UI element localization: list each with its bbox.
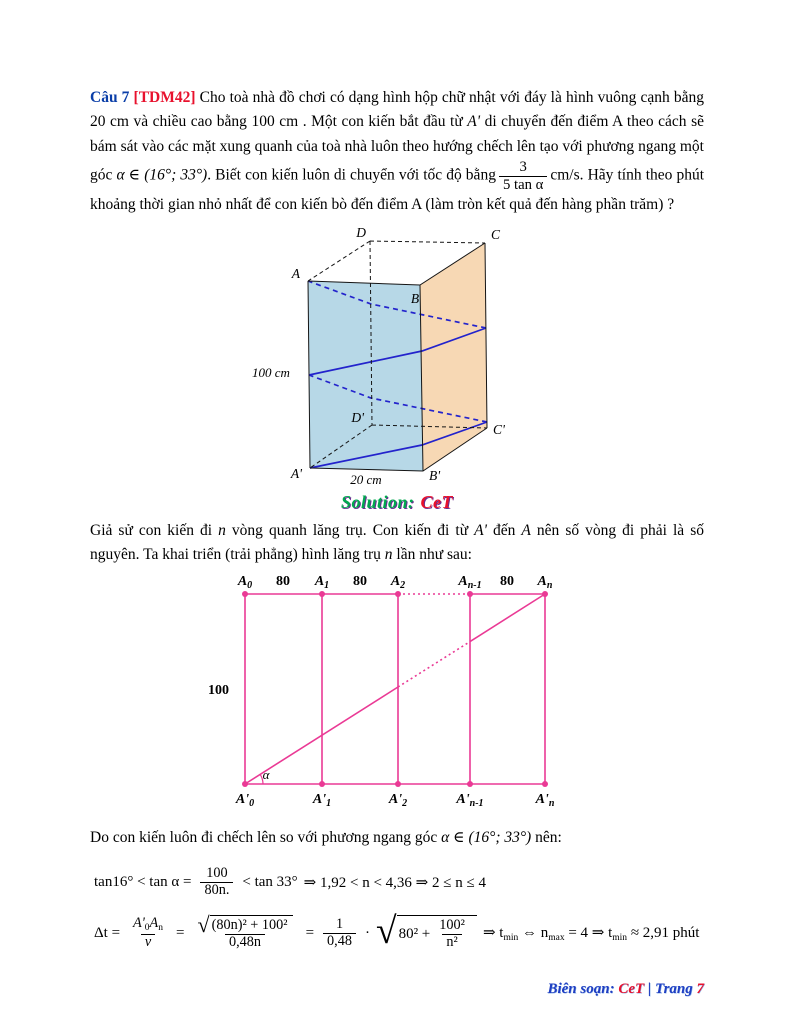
angle-text-2: nên:: [531, 828, 562, 846]
height-dimension-label: 100 cm: [252, 364, 290, 380]
figure-rectangular-box: [248, 226, 588, 490]
net-label-an-prime: $A'_n$: [535, 791, 555, 809]
var-n: n: [218, 521, 226, 539]
footer-compiled-by: Biên soạn:: [547, 981, 619, 997]
var-an: A: [149, 914, 159, 931]
eq2-tail-3-sub: min: [612, 933, 628, 944]
vertex-label-b-prime: B': [429, 467, 441, 483]
eq2-coefficient-numerator: 1: [335, 915, 344, 932]
var-v: v: [144, 933, 152, 950]
solution-heading: [90, 492, 704, 513]
eq2-lhs: Δt =: [94, 924, 121, 941]
problem-paragraph: [90, 86, 704, 218]
eq2-times-dot: ·: [364, 924, 370, 941]
eq1-rhs: ⇒ 1,92 < n < 4,36 ⇒ 2 ≤ n ≤ 4: [303, 875, 486, 892]
page-footer: [547, 981, 704, 998]
var-a0-prime-sub: 0: [144, 922, 150, 933]
eq1-lhs: tan16° < tan α =: [94, 874, 192, 891]
eq2-tail-1-sub: min: [503, 933, 519, 944]
eq2-distance-fraction: [129, 916, 167, 951]
var-alpha-range: α ∈ (16°; 33°): [116, 167, 208, 184]
assumption-text-5: lần như sau:: [392, 546, 472, 564]
net-label-an-1: $A_{n-1}$: [458, 573, 482, 591]
angle-text-1: Do con kiến luôn đi chếch lên so với phương ngang góc: [90, 828, 442, 846]
eq2-coefficient-denominator: 0,48: [323, 933, 356, 950]
net-label-a1: $A_1$: [314, 573, 330, 591]
net-lines: [245, 594, 545, 784]
vertex-label-b: B: [410, 290, 420, 306]
eq1-fraction: [200, 866, 233, 899]
net-length-80-3: 80: [500, 573, 514, 589]
solution-word: Solution:: [340, 491, 415, 512]
radicand-fraction: [435, 918, 469, 951]
vertex-label-c: C: [491, 226, 501, 242]
net-label-a2-prime: $A'_2$: [388, 791, 408, 809]
radicand-simplified: [397, 915, 477, 951]
net-label-a1-prime: $A'_1$: [312, 791, 332, 809]
net-length-80-1: 80: [276, 573, 290, 589]
net-diagonal-dotted: [398, 641, 470, 686]
eq2-equals-2: =: [305, 924, 315, 941]
problem-text-1: Cho toà nhà đồ chơi có dạng hình hộp chữ nhật với đáy là hình vuông cạnh bằng 20 cm và chiều cao bằng 100 cm . Một con kiến bắt đầu từ: [90, 89, 704, 131]
footer-page-word: | Trang: [644, 981, 697, 997]
figure-unrolled-prism: [202, 572, 582, 812]
radical-symbol: √: [197, 912, 210, 938]
eq2-tail-4: ≈ 2,91 phút: [627, 925, 700, 942]
footer-page-number: 7: [696, 981, 704, 997]
eq2-tail-1: ⇒ t: [482, 925, 504, 942]
eq2-tail-2-sub: max: [548, 933, 565, 944]
eq2-sqrt-numerator: [193, 912, 296, 938]
eq2-tail-2: ⇔ n: [518, 925, 549, 942]
eq1-fraction-numerator: 100: [206, 865, 228, 882]
vertex-label-a: A: [291, 265, 300, 281]
eq1-mid: < tan 33°: [242, 874, 298, 891]
radicand-pre: 80² +: [398, 926, 431, 943]
eq2-equals-1: =: [176, 924, 185, 941]
net-label-a0-prime: $A'_0$: [235, 791, 255, 809]
eq2-coefficient-fraction: [323, 917, 356, 950]
problem-text-4: cm/s. Hãy tính theo phút khoảng thời gian nhỏ nhất để con kiến bò đến điểm A (làm tròn kết quả đến hàng phần trăm) ?: [90, 167, 705, 214]
footer-author: CeT: [618, 981, 645, 997]
assumption-paragraph: [90, 519, 704, 568]
speed-fraction-numerator: 3: [519, 159, 527, 176]
radicand-distance: (80n)² + 100²: [210, 915, 293, 934]
assumption-text-3: đến: [486, 521, 522, 539]
var-n-2: n: [384, 546, 393, 564]
var-a-prime-2: A': [474, 521, 487, 539]
var-an-sub: n: [158, 922, 164, 933]
eq2-distance-denominator: [141, 934, 155, 951]
net-length-80-2: 80: [353, 573, 367, 589]
assumption-text-4: nên số vòng đi phải là số nguyên. Ta khai triển (trải phẳng) hình lăng trụ: [90, 521, 704, 564]
vertex-label-c-prime: C': [493, 421, 505, 437]
problem-tag: [TDM42]: [133, 89, 196, 106]
box-front-face: [308, 281, 423, 471]
sqrt-distance: [197, 912, 292, 938]
net-label-an-1-prime: $A'_{n-1}$: [456, 791, 484, 809]
angle-alpha-label: α: [262, 766, 270, 782]
net-label-a2: $A_2$: [390, 573, 406, 591]
speed-fraction: [499, 159, 547, 193]
net-height-label: 100: [208, 682, 229, 698]
eq2-sqrt-fraction: [193, 912, 296, 951]
problem-number: Câu 7: [90, 89, 130, 106]
net-label-a0: $A_0$: [237, 573, 253, 591]
var-alpha-range-2: α ∈ (16°; 33°): [441, 828, 532, 846]
eq2-distance-numerator: [129, 916, 167, 934]
eq1-fraction-denominator: 80n.: [200, 882, 233, 899]
sqrt-simplified: [375, 911, 477, 953]
net-label-an: $A_n$: [537, 573, 553, 591]
eq2-tail-3: = 4 ⇒ t: [564, 925, 613, 942]
equation-conclusion: [483, 923, 700, 943]
equation-travel-time: [94, 911, 704, 953]
radicand-fraction-numerator: 100²: [439, 917, 465, 934]
eq2-sqrt-denominator: 0,48n: [225, 934, 265, 951]
assumption-text-1: Giả sử con kiến đi: [90, 521, 219, 539]
vertex-label-a-prime: A': [290, 465, 302, 481]
vertex-label-d: D: [356, 225, 366, 240]
problem-text-2: di chuyển đến điểm A theo cách sẽ bám sát vào các mặt xung quanh của toà nhà luôn theo hướng chếch lên tạo với phương ngang một góc: [90, 113, 704, 184]
var-a0-prime: A': [133, 914, 145, 931]
speed-fraction-denominator: 5 tan α: [499, 176, 547, 193]
net-diagonal-solid: [245, 594, 545, 784]
radical-symbol-big: √: [375, 911, 397, 953]
base-dimension-label: 20 cm: [350, 471, 382, 487]
equation-tan-bounds: [94, 866, 704, 899]
radicand-fraction-denominator: n²: [442, 934, 461, 951]
vertex-label-d-prime: D': [351, 409, 364, 425]
solution-author: CeT: [420, 491, 454, 512]
angle-condition-paragraph: [90, 826, 704, 850]
problem-text-3: . Biết con kiến luôn di chuyển với tốc độ bằng: [207, 167, 496, 184]
var-a: A: [521, 521, 531, 539]
assumption-text-2: vòng quanh lăng trụ. Con kiến đi từ: [225, 521, 475, 539]
var-a-prime: A': [467, 113, 481, 131]
